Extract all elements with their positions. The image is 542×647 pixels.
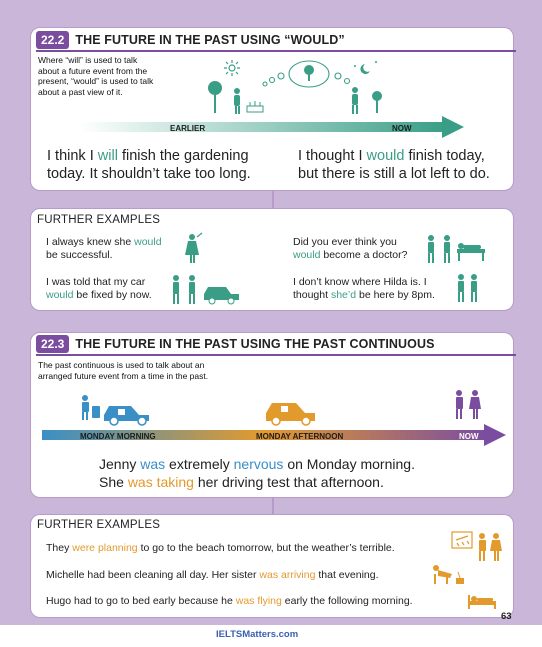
header-rule [36, 354, 516, 356]
cleaning-woman-icon [428, 562, 468, 586]
further2-example-3: Hugo had to go to bed early because he was flying early the following morning. [46, 595, 413, 607]
gardening-illustration [205, 56, 390, 118]
further1-example-1: I always knew she would be successful. [46, 236, 162, 261]
timeline-monday-morning-label: MONDAY MORNING [80, 432, 156, 441]
section-number: 22.2 [36, 31, 69, 49]
section-note: The past continuous is used to talk about an arranged future event from a time in the past. [38, 360, 209, 381]
site-watermark: IELTSMatters.com [216, 629, 299, 640]
timeline-earlier-label: EARLIER [170, 124, 206, 133]
bed-icon [466, 591, 498, 611]
couple-icon [456, 390, 481, 419]
person-with-car-icon [82, 395, 149, 425]
person-icon [352, 87, 358, 114]
rain-and-people-icon [450, 530, 506, 562]
connector [272, 191, 274, 208]
header-rule [36, 50, 516, 52]
driving-test-illustration [78, 388, 498, 428]
section-22-3-header [36, 335, 435, 353]
car-icon [266, 403, 315, 425]
right-example-sentence: I thought I would finish today, but there is still a lot left to do. [298, 148, 490, 182]
main-example-sentence-2: She was taking her driving test that afternoon. [99, 474, 384, 490]
small-tree-icon [304, 65, 314, 81]
shrub-icon [372, 91, 382, 113]
left-example-sentence: I think I will finish the gardening today. It shouldn’t take too long. [47, 148, 251, 182]
mechanic-and-car-icon [170, 274, 242, 306]
connector [272, 498, 274, 514]
further1-example-2: I was told that my car would be fixed by now. [46, 276, 152, 301]
section-title: THE FUTURE IN THE PAST USING THE PAST CONTINUOUS [75, 337, 435, 351]
timeline-monday-afternoon-label: MONDAY AFTERNOON [256, 432, 344, 441]
two-people-icon [455, 273, 483, 303]
timeline-now-label: NOW [392, 124, 412, 133]
page-number: 63 [501, 611, 512, 622]
further-examples-title: FURTHER EXAMPLES [37, 214, 161, 226]
further2-example-1: They were planning to go to the beach tomorrow, but the weather’s terrible. [46, 542, 395, 554]
flowers-icon [247, 101, 263, 112]
further1-example-4: I don’t know where Hilda is. I thought she’d be here by 8pm. [293, 276, 435, 301]
further-examples-title: FURTHER EXAMPLES [37, 519, 161, 531]
gardener-icon [234, 88, 240, 114]
section-note: Where “will” is used to talk about a future event from the present, “would” is used to talk about a past view of it. [38, 55, 154, 97]
further2-example-2: Michelle had been cleaning all day. Her sister was arriving that evening. [46, 569, 379, 581]
section-22-2-header [36, 31, 345, 49]
sun-icon [224, 60, 240, 76]
further1-example-3: Did you ever think you would become a doctor? [293, 236, 408, 261]
section-number: 22.3 [36, 335, 69, 353]
section-title: THE FUTURE IN THE PAST USING “WOULD” [75, 33, 345, 47]
moon-icon [354, 61, 377, 74]
main-example-sentence-1: Jenny was extremely nervous on Monday morning. [99, 456, 415, 472]
doctor-and-patient-icon [425, 234, 487, 264]
tree-icon [208, 81, 222, 113]
successful-woman-icon [183, 232, 203, 264]
timeline-now-label: NOW [459, 432, 479, 441]
